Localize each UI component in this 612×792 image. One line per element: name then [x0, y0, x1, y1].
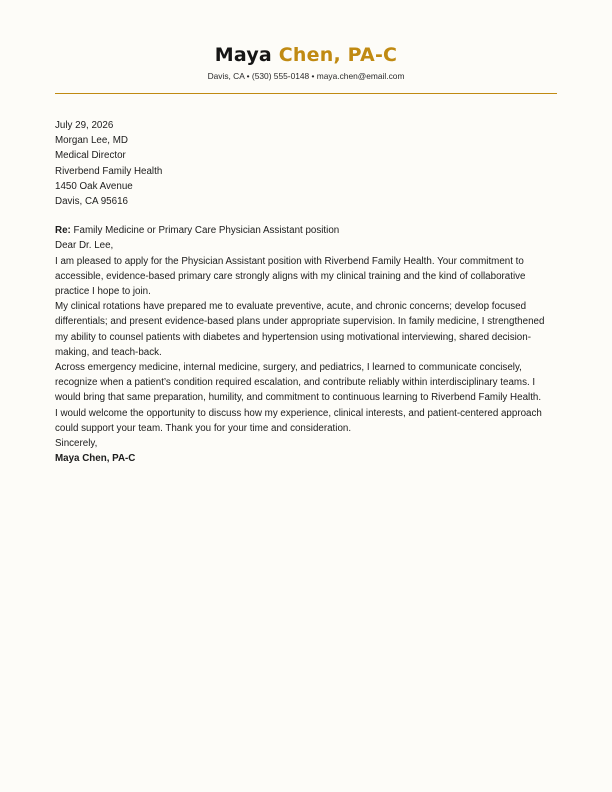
salutation: Dear Dr. Lee,: [55, 240, 114, 252]
body-paragraph: Across emergency medicine, internal medicine, surgery, and pediatrics, I learned to communicate concisely, recognize when a patient’s condition required escalation, and contribute reliably within interdisciplinary teams. I would bring that same preparation, humility, and commitment to continuous learning to Riverbend Family Health.: [55, 362, 542, 404]
letter-body: [55, 118, 557, 466]
sender-last-name: Chen, PA-C: [278, 44, 398, 66]
closing: Sincerely,: [55, 438, 98, 450]
sender-name: [0, 43, 612, 67]
letter-date: July 29, 2026: [55, 120, 114, 131]
subject-line: [55, 223, 557, 238]
recipient-line: Riverbend Family Health: [55, 165, 163, 177]
body-paragraph: I would welcome the opportunity to discuss how my experience, clinical interests, and patient-centered approach could support your team. Thank you for your time and consideration.: [55, 407, 542, 434]
sender-first-name: Maya: [214, 44, 272, 66]
recipient-block: [55, 133, 557, 209]
recipient-line: Morgan Lee, MD: [55, 135, 128, 147]
subject-text: Family Medicine or Primary Care Physician Assistant position: [73, 225, 340, 237]
header-divider: [55, 93, 557, 94]
subject-label: Re:: [55, 225, 71, 237]
letterhead: [0, 43, 612, 82]
recipient-line: 1450 Oak Avenue: [55, 180, 133, 192]
signature: Maya Chen, PA-C: [55, 453, 136, 465]
recipient-line: Medical Director: [55, 150, 126, 162]
body-paragraph: My clinical rotations have prepared me to evaluate preventive, acute, and chronic concerns; develop focused differentials; and present evidence-based plans under appropriate supervision. In family medicine, I strengthened my ability to counsel patients with diabetes and hypertension using motivational interviewing, shared decision-making, and teach-back.: [55, 301, 545, 358]
sender-contact-line: Davis, CA • (530) 555-0148 • maya.chen@email.com: [207, 71, 405, 81]
body-paragraph: I am pleased to apply for the Physician Assistant position with Riverbend Family Health. Your commitment to accessible, evidence-based primary care strongly aligns with my clinical training and the kind of collaborative practice I hope to join.: [55, 255, 526, 298]
recipient-line: Davis, CA 95616: [55, 196, 128, 208]
